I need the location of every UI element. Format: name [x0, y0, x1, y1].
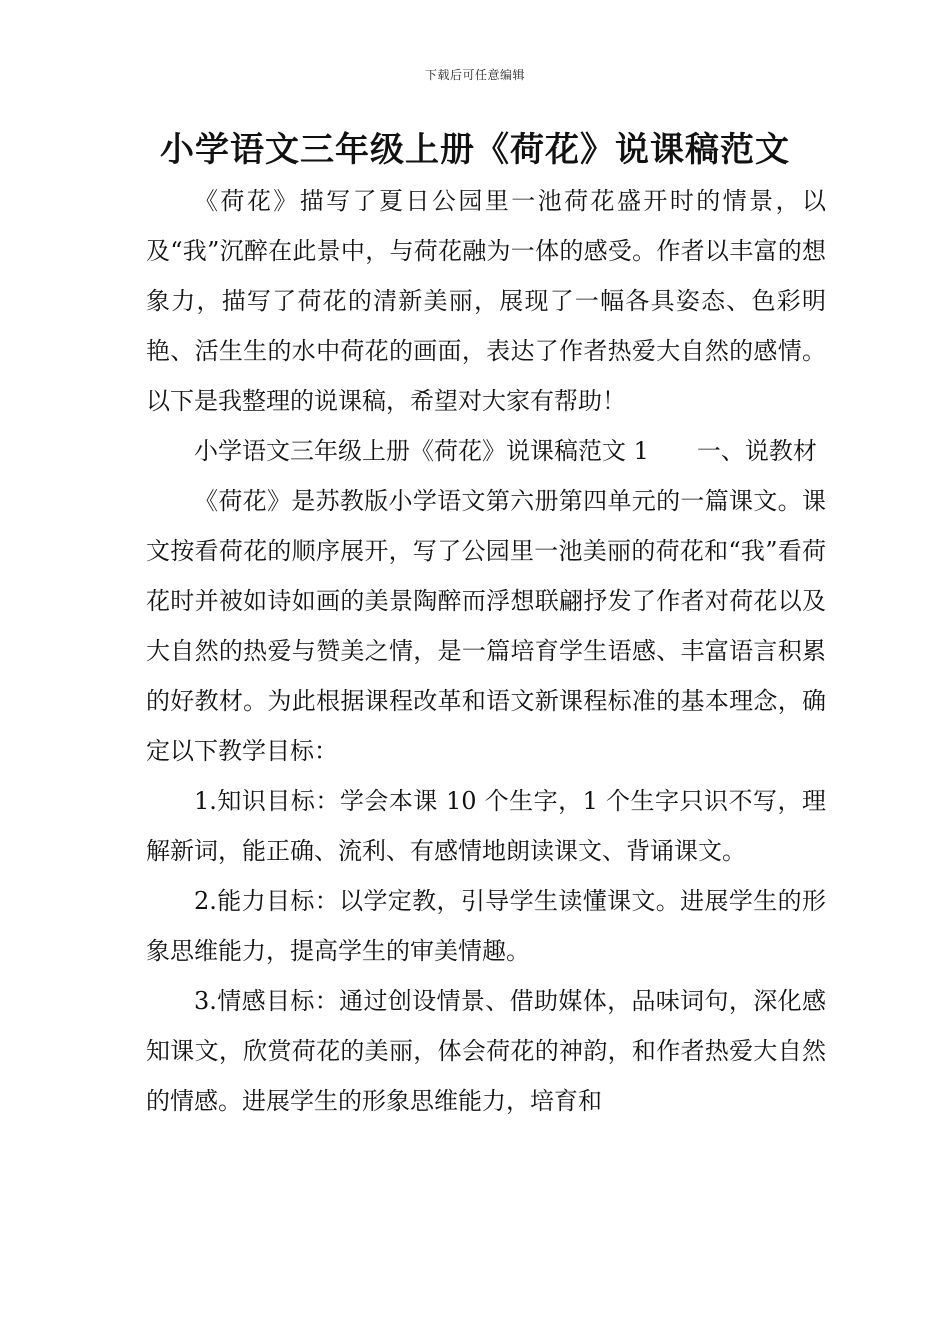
- emotion-goal-paragraph: 3.情感目标：通过创设情景、借助媒体，品味词句，深化感知课文，欣赏荷花的美丽，体会荷花的神韵，和作者热爱大自然的情感。进展学生的形象思维能力，培育和: [146, 987, 826, 1115]
- document-title: 小学语文三年级上册《荷花》说课稿范文: [160, 130, 790, 170]
- section-heading-paragraph: 小学语文三年级上册《荷花》说课稿范文 1 一、说教材: [194, 437, 817, 465]
- intro-paragraph: 《荷花》描写了夏日公园里一池荷花盛开时的情景，以及“我”沉醉在此景中，与荷花融为一体的感受。作者以丰富的想象力，描写了荷花的清新美丽，展现了一幅各具姿态、色彩明艳、活生生的水中荷花的画面，表达了作者热爱大自然的感情。以下是我整理的说课稿，希望对大家有帮助！: [146, 187, 826, 415]
- ability-goal-paragraph: 2.能力目标：以学定教，引导学生读懂课文。进展学生的形象思维能力，提高学生的审美情趣。: [146, 887, 826, 965]
- document-body: [146, 176, 826, 1126]
- textbook-paragraph: 《荷花》是苏教版小学语文第六册第四单元的一篇课文。课文按看荷花的顺序展开，写了公园里一池美丽的荷花和“我”看荷花时并被如诗如画的美景陶醉而浮想联翩抒发了作者对荷花以及大自然的热爱与赞美之情，是一篇培育学生语感、丰富语言积累的好教材。为此根据课程改革和语文新课程标准的基本理念，确定以下教学目标：: [146, 487, 826, 765]
- knowledge-goal-paragraph: 1.知识目标：学会本课 10 个生字，1 个生字只识不写，理解新词，能正确、流利、有感情地朗读课文、背诵课文。: [146, 787, 826, 865]
- header-note: 下载后可任意编辑: [424, 68, 525, 82]
